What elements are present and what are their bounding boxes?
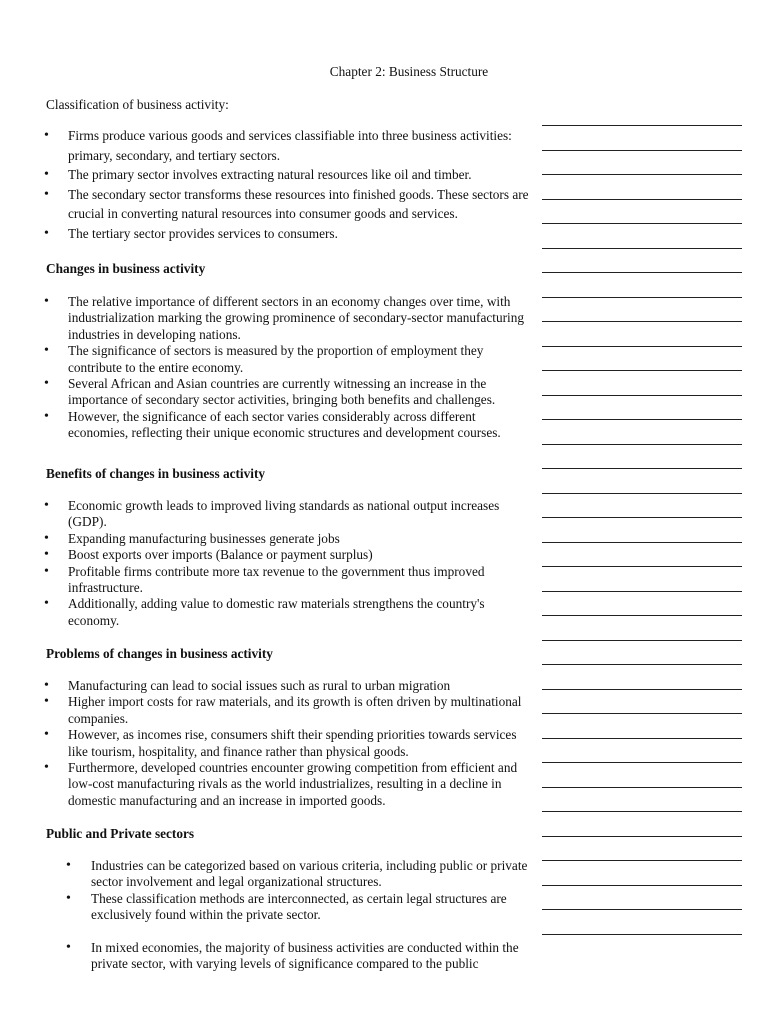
list-item: • Manufacturing can lead to social issues such as rural to urban migration	[46, 678, 530, 694]
list-item: • Additionally, adding value to domestic raw materials strengthens the country's economy.	[46, 596, 530, 629]
list-item: • The significance of sectors is measured by the proportion of employment they contribute to the entire economy.	[46, 343, 530, 376]
classification-section	[46, 126, 530, 243]
changes-list	[46, 294, 530, 442]
note-line	[542, 787, 742, 788]
changes-section	[46, 260, 530, 442]
note-line	[542, 591, 742, 592]
benefits-list	[46, 498, 530, 629]
note-line	[542, 493, 742, 494]
note-line	[542, 125, 742, 126]
note-line	[542, 346, 742, 347]
classification-list	[46, 126, 530, 243]
section-heading: Changes in business activity	[46, 261, 206, 276]
benefits-section	[46, 465, 530, 629]
note-line	[542, 272, 742, 273]
note-line	[542, 517, 742, 518]
note-line	[542, 934, 742, 935]
note-line	[542, 542, 742, 543]
note-line	[542, 223, 742, 224]
list-item: • The primary sector involves extracting natural resources like oil and timber.	[46, 165, 530, 185]
note-line	[542, 811, 742, 812]
note-line	[542, 468, 742, 469]
list-item: • The relative importance of different sectors in an economy changes over time, with industrialization marking the growing prominence of secondary-sector manufacturing industries in developing nations.	[46, 294, 530, 343]
note-line	[542, 370, 742, 371]
note-line	[542, 860, 742, 861]
intro-text: Classification of business activity:	[46, 97, 229, 112]
note-line	[542, 248, 742, 249]
list-item: • Furthermore, developed countries encounter growing competition from efficient and low-cost manufacturing rivals as the world industrializes, resulting in a decline in domestic manufacturing and an increase in imported goods.	[46, 760, 530, 809]
list-item: • Several African and Asian countries are currently witnessing an increase in the importance of secondary sector activities, bringing both benefits and challenges.	[46, 376, 530, 409]
note-line	[542, 174, 742, 175]
section-heading: Public and Private sectors	[46, 826, 195, 841]
list-item: • However, as incomes rise, consumers shift their spending priorities towards services like tourism, hospitality, and finance rather than physical goods.	[46, 727, 530, 760]
section-heading: Benefits of changes in business activity	[46, 466, 266, 481]
public-private-list	[46, 858, 530, 924]
note-line	[542, 150, 742, 151]
list-item: • In mixed economies, the majority of business activities are conducted within the private sector, with varying levels of significance compared to the public	[46, 940, 530, 973]
problems-list	[46, 678, 530, 809]
note-line	[542, 419, 742, 420]
list-item: • Firms produce various goods and services classifiable into three business activities: primary, secondary, and tertiary sectors.	[46, 126, 530, 165]
note-line	[542, 738, 742, 739]
note-line	[542, 297, 742, 298]
section-heading: Problems of changes in business activity	[46, 646, 273, 661]
list-item: • Industries can be categorized based on various criteria, including public or private sector involvement and legal organizational structures.	[46, 858, 530, 891]
list-item: • Higher import costs for raw materials, and its growth is often driven by multinational companies.	[46, 694, 530, 727]
problems-section	[46, 645, 530, 809]
note-line	[542, 664, 742, 665]
list-item: • Boost exports over imports (Balance or payment surplus)	[46, 547, 530, 563]
note-line	[542, 444, 742, 445]
list-item: • Economic growth leads to improved living standards as national output increases (GDP).	[46, 498, 530, 531]
note-line	[542, 395, 742, 396]
note-line	[542, 762, 742, 763]
public-private-list-continued	[46, 940, 530, 973]
note-line	[542, 321, 742, 322]
list-item: • The secondary sector transforms these resources into finished goods. These sectors are crucial in converting natural resources into consumer goods and services.	[46, 185, 530, 224]
note-line	[542, 689, 742, 690]
note-line	[542, 199, 742, 200]
list-item: • These classification methods are interconnected, as certain legal structures are exclusively found within the private sector.	[46, 891, 530, 924]
note-line	[542, 615, 742, 616]
note-line	[542, 566, 742, 567]
list-item: • Expanding manufacturing businesses generate jobs	[46, 531, 530, 547]
list-item: • Profitable firms contribute more tax revenue to the government thus improved infrastructure.	[46, 564, 530, 597]
note-line	[542, 640, 742, 641]
note-line	[542, 713, 742, 714]
note-line	[542, 909, 742, 910]
public-private-section	[46, 825, 530, 972]
list-item: • However, the significance of each sector varies considerably across different economies, reflecting their unique economic structures and development courses.	[46, 409, 530, 442]
note-line	[542, 885, 742, 886]
list-item: • The tertiary sector provides services to consumers.	[46, 224, 530, 244]
note-line	[542, 836, 742, 837]
page-title: Chapter 2: Business Structure	[329, 64, 489, 79]
